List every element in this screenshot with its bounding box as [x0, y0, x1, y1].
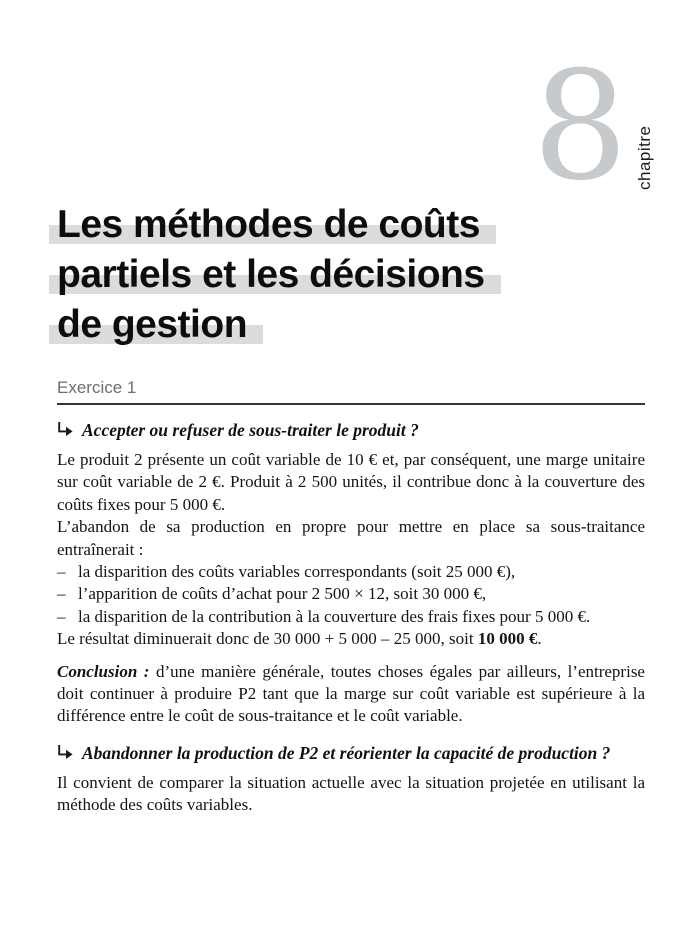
- sub-heading-2: [57, 742, 645, 764]
- list-dash: –: [57, 584, 66, 604]
- result-line: [57, 628, 645, 650]
- paragraph-product-2: Le produit 2 présente un coût variable de 10 € et, par conséquent, une marge unitaire sur coût variable de 2 €. Produit à 2 500 unités, il contribue donc à la couverture des coûts fixes pour 5 000 €.: [57, 450, 645, 514]
- exercise-header: [57, 378, 645, 405]
- chapter-label-vertical: chapitre: [635, 125, 654, 190]
- list-item-2-text: l’apparition de coûts d’achat pour 2 500 × 12, soit 30 000 €,: [78, 584, 487, 604]
- title-line-1-text: Les méthodes de coûts: [49, 200, 496, 250]
- conclusion-label: Conclusion :: [57, 661, 150, 681]
- list-dash: –: [57, 562, 66, 582]
- conclusion-text: d’une manière générale, toutes choses égales par ailleurs, l’entreprise doit continuer à produire P2 tant que la marge sur coût variable est supérieure à la différence entre le coût de sous-traitance et le coût variable.: [57, 661, 645, 726]
- list-item: [57, 583, 645, 605]
- return-arrow-icon: [57, 422, 73, 437]
- title-line-3-text: de gestion: [49, 300, 263, 350]
- title-line-2-text: partiels et les décisions: [49, 250, 501, 300]
- chapter-number: 8: [532, 40, 628, 214]
- list-item: [57, 606, 645, 628]
- result-amount: 10 000 €: [477, 629, 538, 649]
- result-suffix: .: [537, 629, 542, 649]
- page-content: [57, 0, 645, 817]
- title-line-3: [57, 300, 645, 350]
- conclusion-paragraph: [57, 661, 645, 728]
- paragraph-compare: Il convient de comparer la situation actuelle avec la situation projetée en utilisant la méthode des coûts variables.: [57, 772, 645, 815]
- sub-heading-1: [57, 419, 645, 441]
- sub-heading-1-text: Accepter ou refuser de sous-traiter le produit ?: [82, 420, 419, 440]
- page-title: [57, 200, 645, 350]
- exercise-label: Exercice 1: [57, 378, 137, 397]
- title-line-1: [57, 200, 645, 250]
- title-line-2: [57, 250, 645, 300]
- return-arrow-icon: [57, 745, 73, 760]
- list-item: [57, 561, 645, 583]
- result-prefix: Le résultat diminuerait donc de 30 000 + 5 000 – 25 000, soit: [57, 629, 478, 649]
- sub-heading-2-text: Abandonner la production de P2 et réorienter la capacité de production ?: [82, 742, 611, 763]
- list-dash: –: [57, 606, 66, 626]
- list-item-3-text: la disparition de la contribution à la couverture des frais fixes pour 5 000 €.: [78, 606, 591, 626]
- paragraph-abandon: L’abandon de sa production en propre pour mettre en place sa sous-traitance entraînerait :: [57, 517, 645, 559]
- list-item-1-text: la disparition des coûts variables correspondants (soit 25 000 €),: [78, 562, 516, 582]
